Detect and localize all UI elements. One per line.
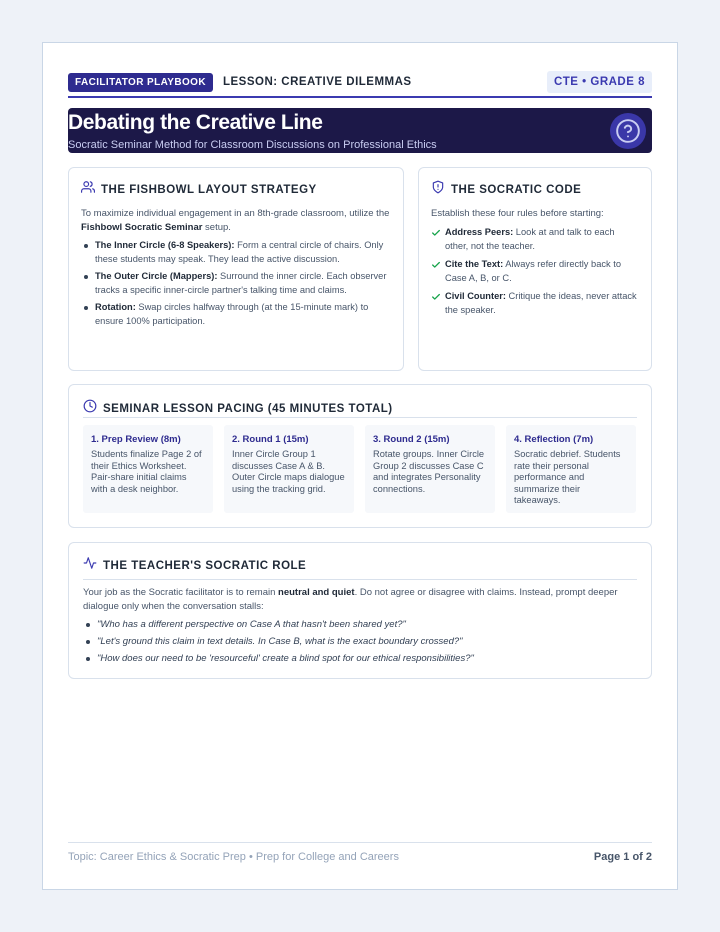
phase-desc: Socratic debrief. Students rate their personal performance and summarize their takeaways. [514,449,621,505]
top-bar [68,68,652,96]
clock-icon [83,399,97,418]
teacher-role-title: THE TEACHER'S SOCRATIC ROLE [103,559,307,572]
header-divider [68,96,652,98]
fishbowl-header [81,180,391,199]
check-icon [431,260,441,275]
check-icon [431,292,441,307]
list-item: "How does our need to be 'resourceful' create a blind spot for our ethical responsibilities?" [83,652,637,665]
page-subtitle: Socratic Seminar Method for Classroom Discussions on Professional Ethics [68,139,437,151]
socratic-code-intro: Establish these four rules before starting: [431,208,604,219]
teacher-role-intro: Your job as the Socratic facilitator is to remain neutral and quiet. Do not agree or disagree with claims. Instead, prompt deeper dialogue only when the conversation stalls: [83,587,618,612]
document-page [42,42,678,890]
pacing-divider [83,417,637,418]
socratic-code-header [431,180,639,199]
phase-card [365,425,495,513]
page-number: Page 1 of 2 [593,851,652,863]
teacher-role-header [83,556,637,575]
activity-icon [83,556,97,575]
teacher-role-card [68,542,652,679]
phase-title: 3. Round 2 (15m) [373,434,450,445]
pacing-title: SEMINAR LESSON PACING (45 MINUTES TOTAL) [103,402,393,415]
fishbowl-title: THE FISHBOWL LAYOUT STRATEGY [101,183,317,196]
pacing-header [83,399,393,418]
hero-banner [68,108,652,153]
list-item: The Outer Circle (Mappers): Surround the inner circle. Each observer tracks a specific inner-circle partner's talking time and claims. [81,270,391,297]
grade-badge: CTE • GRADE 8 [547,71,652,93]
phase-card [506,425,636,513]
list-item: "Who has a different perspective on Case A that hasn't been shared yet?" [83,618,637,631]
footer-divider [68,842,652,843]
check-icon [431,228,441,243]
users-icon [81,180,95,199]
phase-desc: Rotate groups. Inner Circle Group 2 discusses Case C and integrates Personality connections. [373,449,485,494]
fishbowl-intro: To maximize individual engagement in an 8th-grade classroom, utilize the Fishbowl Socratic Seminar setup. [81,208,390,233]
page-title: Debating the Creative Line [68,111,323,134]
phase-title: 4. Reflection (7m) [514,434,594,445]
phase-card [224,425,354,513]
list-item: Civil Counter: Critique the ideas, never attack the speaker. [431,290,639,317]
list-item: Rotation: Swap circles halfway through (at the 15-minute mark) to ensure 100% participation. [81,301,391,328]
phase-desc: Students finalize Page 2 of their Ethics Worksheet. Pair-share initial claims with a desk neighbor. [91,449,202,494]
list-item: Cite the Text: Always refer directly back to Case A, B, or C. [431,258,639,285]
pacing-card [68,384,652,528]
phase-card [83,425,213,513]
lesson-label: LESSON: CREATIVE DILEMMAS [222,76,412,88]
phase-title: 1. Prep Review (8m) [91,434,181,445]
footer-topic: Topic: Career Ethics & Socratic Prep • Prep for College and Careers [68,851,399,863]
playbook-badge: FACILITATOR PLAYBOOK [68,73,213,92]
list-item: Address Peers: Look at and talk to each other, not the teacher. [431,226,639,253]
fishbowl-list [81,239,391,328]
question-circle-icon [610,113,646,149]
prompt-list [83,618,637,665]
socratic-code-title: THE SOCRATIC CODE [451,183,582,196]
list-item: "Let's ground this claim in text details. In Case B, what is the exact boundary crossed?" [83,635,637,648]
rules-list [431,226,639,317]
fishbowl-card [68,167,404,371]
phase-title: 2. Round 1 (15m) [232,434,309,445]
list-item: The Inner Circle (6-8 Speakers): Form a central circle of chairs. Only these students may speak. They lead the active discussion. [81,239,391,266]
phase-desc: Inner Circle Group 1 discusses Case A & B. Outer Circle maps dialogue using the tracking grid. [232,449,345,494]
shield-icon [431,180,445,199]
socratic-code-card [418,167,652,371]
teacher-role-divider [83,579,637,580]
